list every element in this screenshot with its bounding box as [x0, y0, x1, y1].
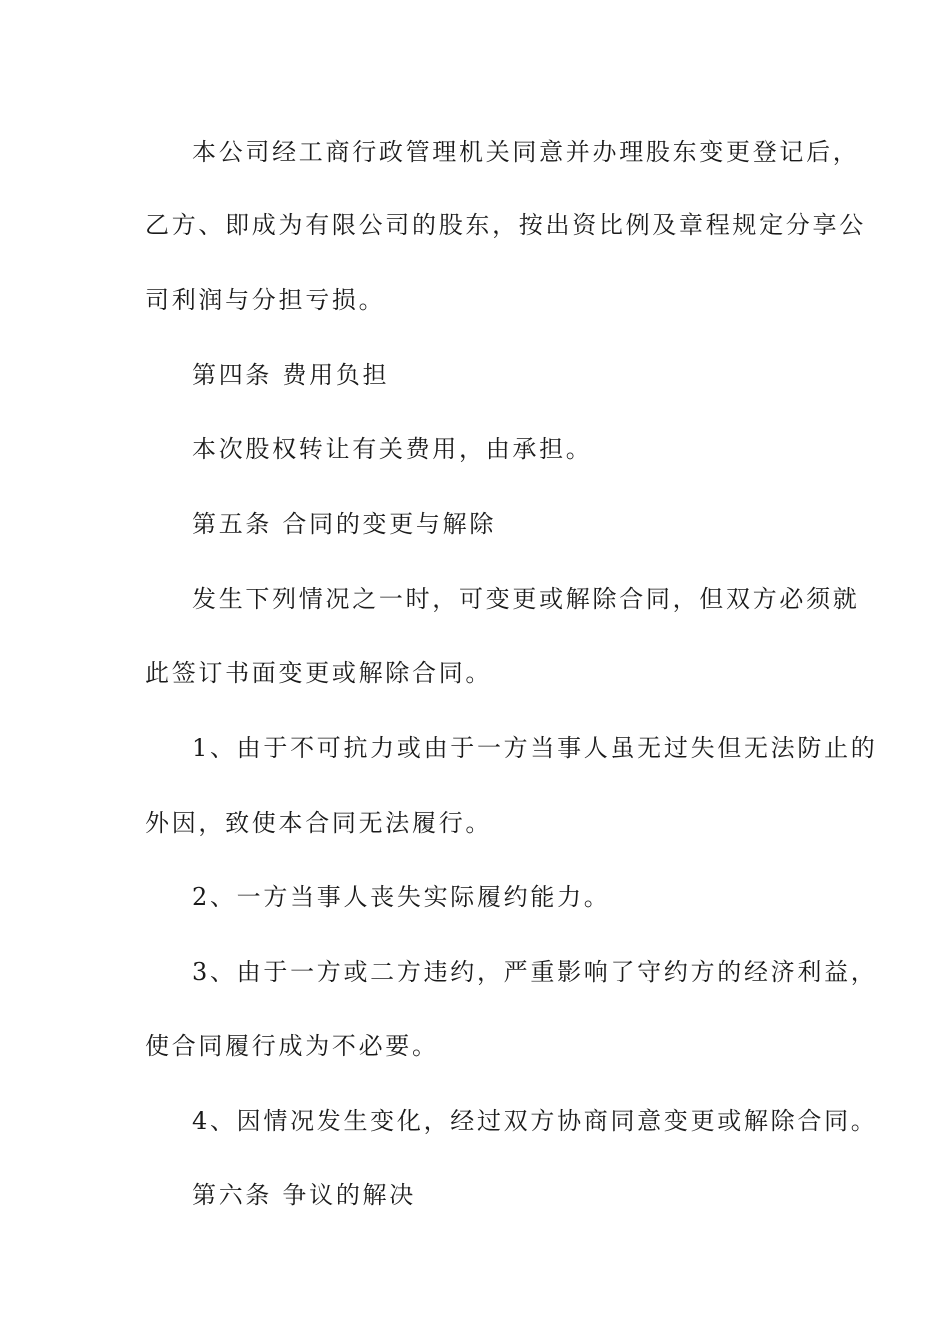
section-heading: 第五条 合同的变更与解除 — [192, 510, 497, 538]
list-item-line: 外因，致使本合同无法履行。 — [145, 809, 493, 837]
section-heading: 第四条 费用负担 — [192, 361, 390, 389]
paragraph-line: 发生下列情况之一时，可变更或解除合同，但双方必须就 — [192, 585, 860, 613]
paragraph-line: 本次股权转让有关费用，由承担。 — [192, 435, 593, 463]
paragraph-line: 本公司经工商行政管理机关同意并办理股东变更登记后， — [192, 138, 860, 166]
list-item-line: 3、由于一方或二方违约，严重影响了守约方的经济利益， — [192, 958, 878, 986]
section-heading: 第六条 争议的解决 — [192, 1181, 416, 1209]
list-item-line: 1、由于不可抗力或由于一方当事人虽无过失但无法防止的 — [192, 734, 878, 762]
list-item-line: 2、一方当事人丧失实际履约能力。 — [192, 883, 611, 911]
paragraph-line: 乙方、即成为有限公司的股东，按出资比例及章程规定分享公 — [145, 211, 866, 239]
list-item-line: 使合同履行成为不必要。 — [145, 1032, 439, 1060]
list-item-line: 4、因情况发生变化，经过双方协商同意变更或解除合同。 — [192, 1107, 878, 1135]
paragraph-line: 此签订书面变更或解除合同。 — [145, 659, 493, 687]
paragraph-line: 司利润与分担亏损。 — [145, 286, 386, 314]
